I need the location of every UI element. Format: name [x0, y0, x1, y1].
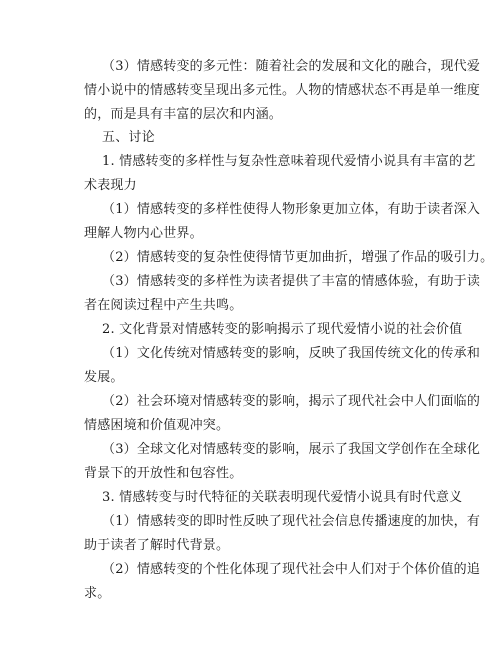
paragraph-line: 理解人物内心世界。: [84, 226, 203, 241]
paragraph-line: （3）情感转变的多样性为读者提供了丰富的情感体验，有助于读: [102, 274, 481, 289]
paragraph-line: 情感困境和价值观冲突。: [84, 418, 230, 433]
paragraph-line: 情小说中的情感转变呈现出多元性。人物的情感状态不再是单一维度: [84, 83, 481, 98]
paragraph-line: （3）情感转变的多元性：随着社会的发展和文化的融合，现代爱: [102, 59, 481, 74]
paragraph-line: （1）情感转变的多样性使得人物形象更加立体，有助于读者深入: [102, 202, 481, 217]
paragraph-line: 术表现力: [84, 178, 137, 193]
paragraph-line: 发展。: [84, 370, 124, 385]
paragraph-line: 2. 文化背景对情感转变的影响揭示了现代爱情小说的社会价值: [102, 322, 463, 337]
paragraph-line: 3. 情感转变与时代特征的关联表明现代爱情小说具有时代意义: [102, 490, 463, 505]
paragraph-line: 1. 情感转变的多样性与复杂性意味着现代爱情小说具有丰富的艺: [102, 154, 476, 169]
paragraph-line: （1）情感转变的即时性反映了现代社会信息传播速度的加快，有: [102, 514, 481, 529]
paragraph-line: 求。: [84, 586, 111, 601]
paragraph-line: （2）情感转变的个性化体现了现代社会中人们对于个体价值的追: [102, 562, 481, 577]
paragraph-line: 者在阅读过程中产生共鸣。: [84, 298, 243, 313]
paragraph-line: 背景下的开放性和包容性。: [84, 466, 243, 481]
paragraph-line: 助于读者了解时代背景。: [84, 538, 230, 553]
paragraph-line: （1）文化传统对情感转变的影响，反映了我国传统文化的传承和: [102, 346, 481, 361]
paragraph-line: 的，而是具有丰富的层次和内涵。: [84, 107, 283, 122]
paragraph-line: （2）情感转变的复杂性使得情节更加曲折，增强了作品的吸引力。: [102, 250, 494, 265]
paragraph-line: （3）全球文化对情感转变的影响，展示了我国文学创作在全球化: [102, 442, 481, 457]
section-heading: 五、讨论: [102, 130, 155, 145]
paragraph-line: （2）社会环境对情感转变的影响，揭示了现代社会中人们面临的: [102, 394, 481, 409]
